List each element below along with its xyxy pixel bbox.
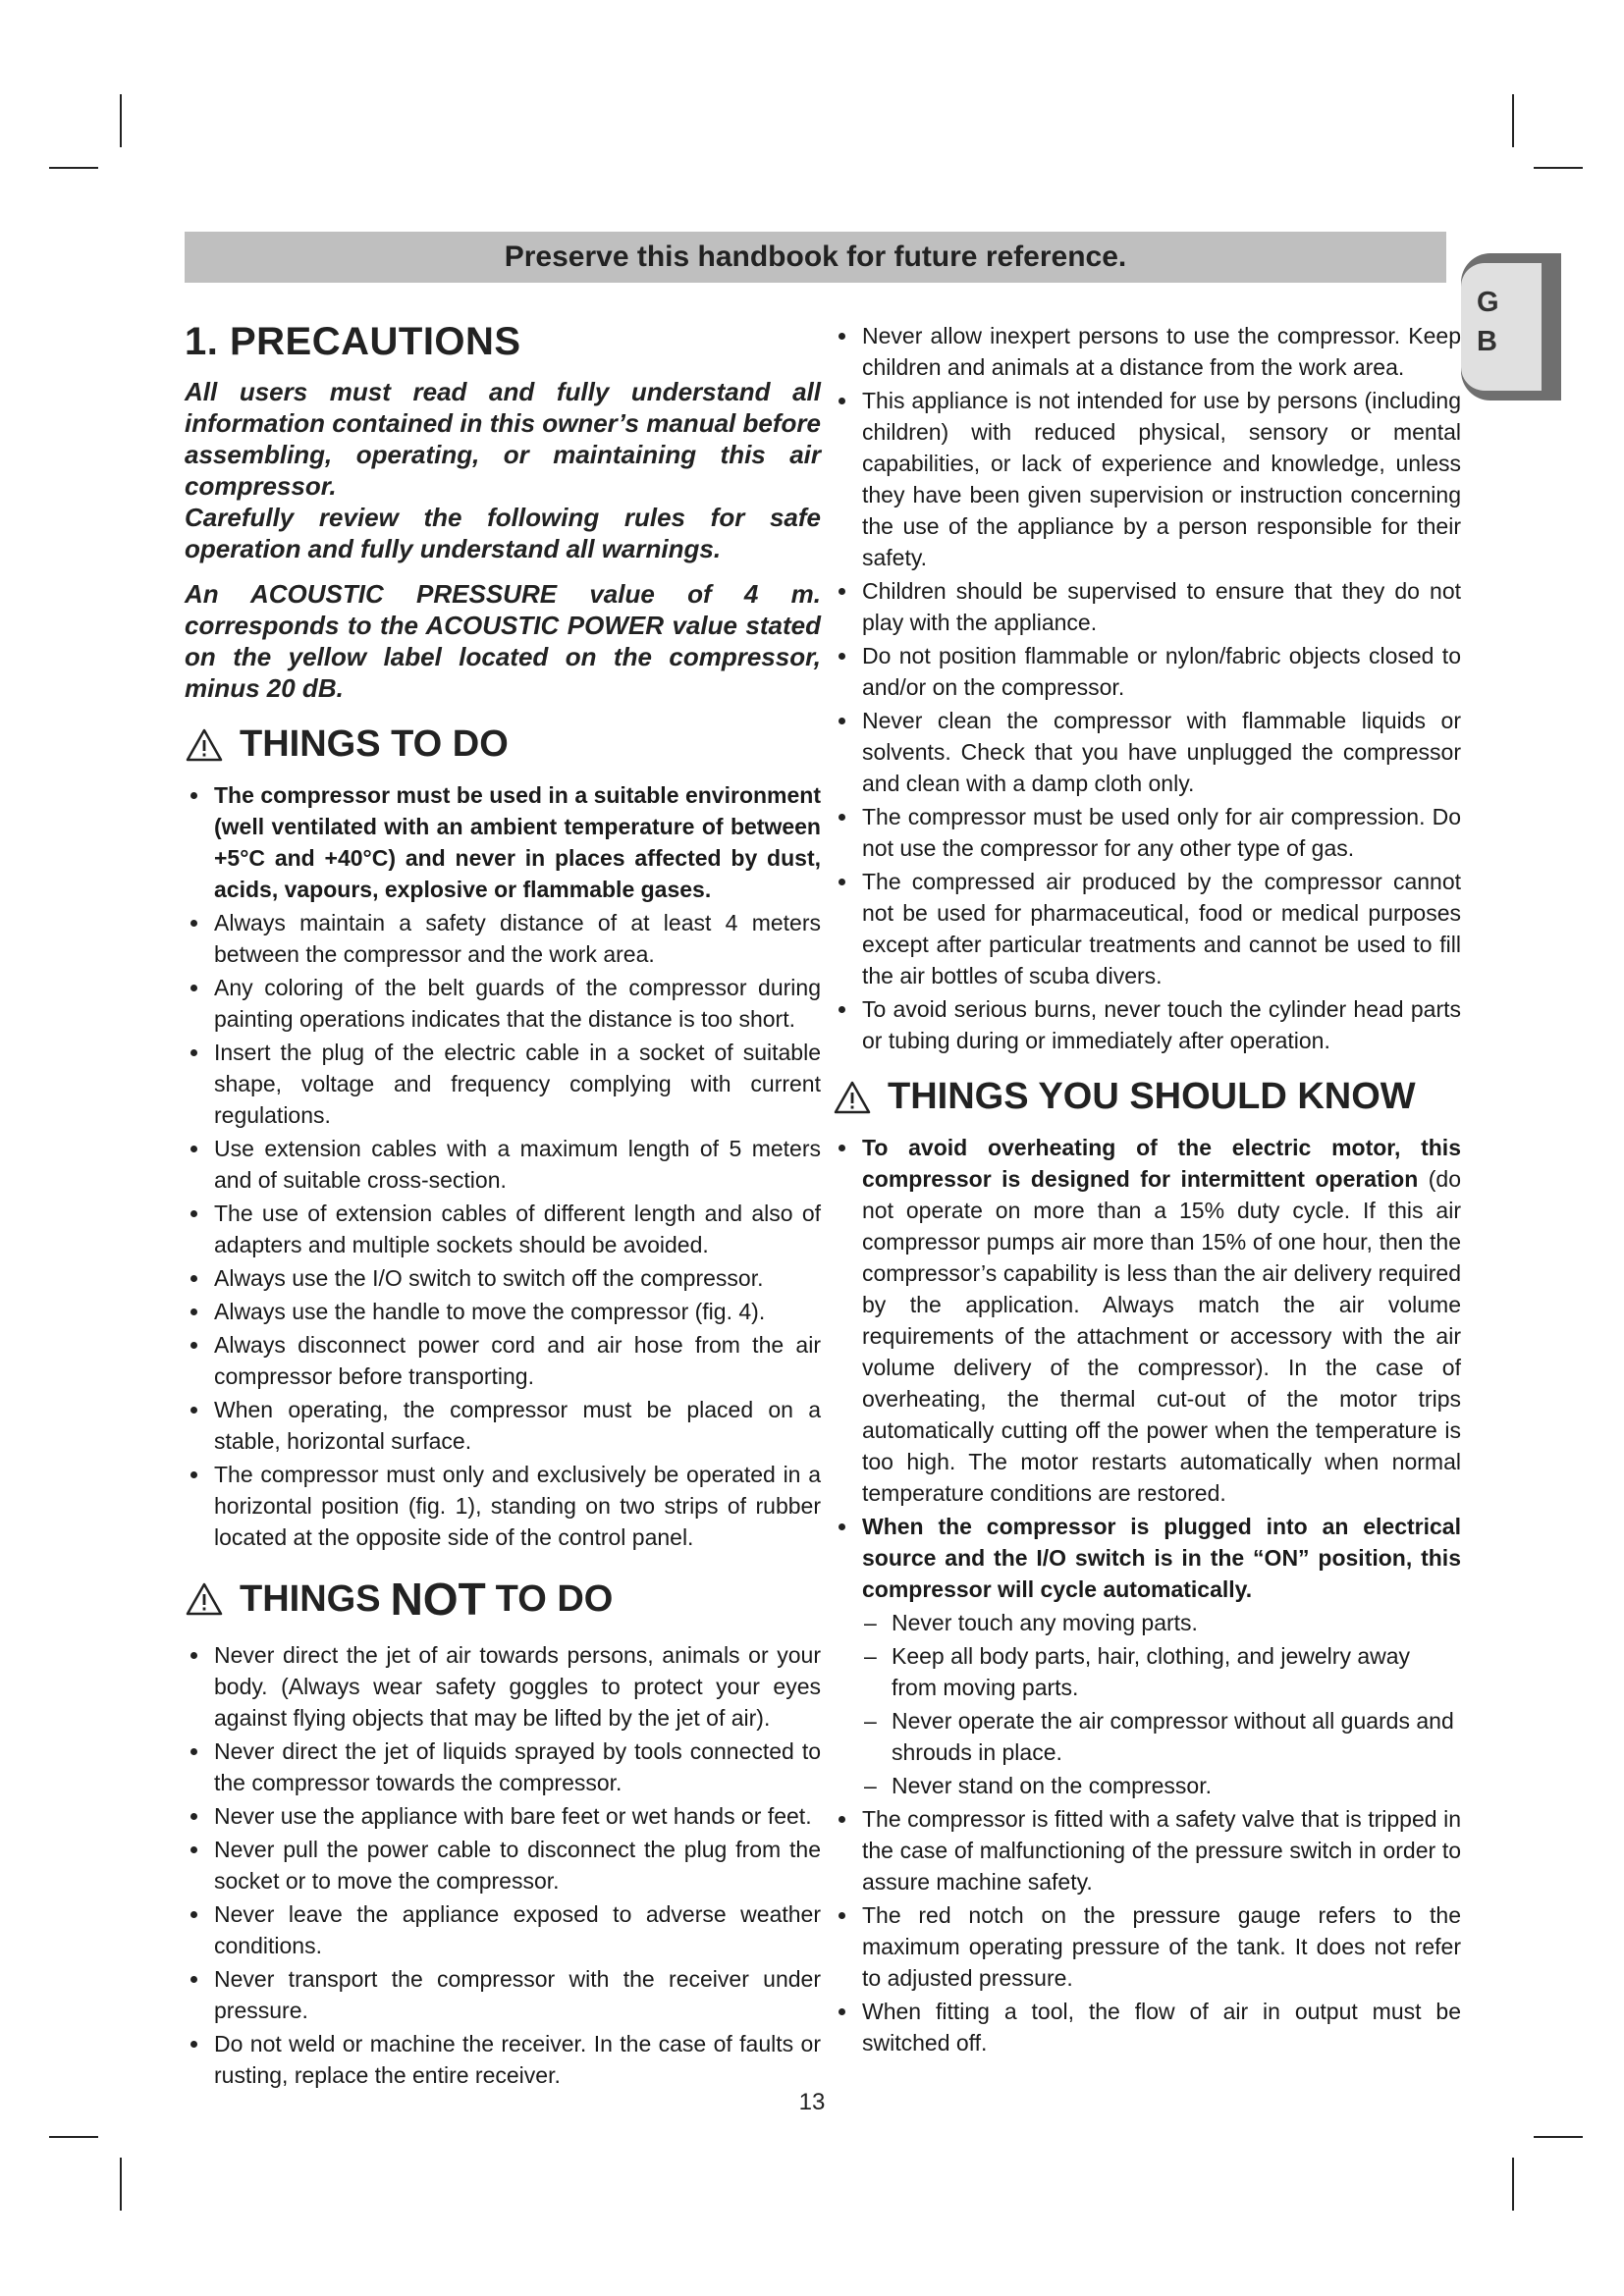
- right-column: [833, 320, 1461, 2060]
- list-item: [185, 1329, 821, 1392]
- bullet-icon: [839, 1816, 845, 1823]
- bullet-icon: [190, 1652, 197, 1659]
- list-item: [185, 1394, 821, 1457]
- list-item-text: When fitting a tool, the flow of air in output must be switched off.: [862, 1999, 1461, 2056]
- bullet-icon: [190, 1275, 197, 1282]
- things-you-should-know-list-continued: [833, 1803, 1461, 2058]
- list-item-text: The compressor must only and exclusively be operated in a horizontal position (fig. 1), standing on two strips of rubber located at the opposite side of the control panel.: [214, 1462, 821, 1550]
- crop-mark: [1512, 2158, 1514, 2211]
- bullet-icon: [190, 1976, 197, 1983]
- list-item: [185, 1735, 821, 1798]
- list-item-text: Always maintain a safety distance of at least 4 meters between the compressor and the work area.: [214, 910, 821, 967]
- list-item-text: The use of extension cables of different length and also of adapters and multiple sockets should be avoided.: [214, 1201, 821, 1257]
- list-item-text: The compressed air produced by the compressor cannot not be used for pharmaceutical, food or medical purposes except after particular treatments and cannot be used to fill the air bottles of scuba divers.: [862, 869, 1461, 988]
- things-to-do-list: [185, 779, 821, 1553]
- list-item-text: Never transport the compressor with the receiver under pressure.: [214, 1966, 821, 2023]
- bullet-icon: [839, 718, 845, 724]
- dash-icon: –: [864, 1773, 877, 1798]
- bullet-icon: [190, 1748, 197, 1755]
- list-item-text: The compressor must be used in a suitable environment (well ventilated with an ambient temperature of between +5°C and +40°C) and never in places affected by dust, acids, vapours, explosive or flammable gases.: [214, 782, 821, 902]
- dash-icon: –: [864, 1708, 877, 1734]
- things-to-do-heading: [185, 723, 821, 766]
- list-item: [833, 1511, 1461, 1605]
- list-item-text: Never clean the compressor with flammable liquids or solvents. Check that you have unplugged the compressor and clean with a damp cloth only.: [862, 708, 1461, 796]
- list-item-text: The compressor is fitted with a safety valve that is tripped in the case of malfunctioning of the pressure switch in order to assure machine safety.: [862, 1806, 1461, 1895]
- dash-icon: –: [864, 1610, 877, 1635]
- bullet-icon: [190, 2041, 197, 2048]
- list-item: [185, 1037, 821, 1131]
- things-you-should-know-heading: [833, 1076, 1461, 1118]
- bullet-icon: [839, 814, 845, 821]
- list-item: [833, 801, 1461, 864]
- bullet-icon: [839, 1006, 845, 1013]
- crop-mark: [120, 2158, 122, 2211]
- bullet-icon: [190, 1846, 197, 1853]
- crop-mark: [1534, 2136, 1583, 2138]
- bullet-icon: [190, 1471, 197, 1478]
- sublist-item-text: Keep all body parts, hair, clothing, and jewelry away from moving parts.: [892, 1643, 1411, 1700]
- list-item-text: Never direct the jet of liquids sprayed by tools connected to the compressor towards the compressor.: [214, 1738, 821, 1795]
- list-item: [833, 993, 1461, 1056]
- bullet-icon: [190, 985, 197, 991]
- list-item: [185, 1198, 821, 1260]
- intro-paragraph: Carefully review the following rules for safe operation and fully understand all warnings.: [185, 503, 821, 563]
- list-item: [185, 1639, 821, 1734]
- list-item: [185, 779, 821, 905]
- things-you-should-know-list: [833, 1132, 1461, 1605]
- things-not-to-do-list: [185, 1639, 821, 2091]
- preserve-handbook-banner: Preserve this handbook for future reference.: [185, 232, 1446, 283]
- crop-mark: [49, 167, 98, 169]
- sublist-item: [862, 1640, 1461, 1703]
- list-item: [833, 385, 1461, 573]
- things-not-to-do-list-continued: [833, 320, 1461, 1056]
- list-item-text: Never pull the power cable to disconnect the plug from the socket or to move the compressor.: [214, 1837, 821, 1894]
- list-item: [833, 1996, 1461, 2058]
- list-item-text: Children should be supervised to ensure that they do not play with the appliance.: [862, 578, 1461, 635]
- warning-triangle-icon: [833, 1080, 872, 1115]
- bullet-icon: [839, 588, 845, 595]
- bullet-icon: [190, 1308, 197, 1315]
- warning-triangle-icon: [185, 1581, 224, 1617]
- sublist-item: [862, 1705, 1461, 1768]
- heading-word-not: NOT: [390, 1574, 486, 1625]
- heading-word: THINGS: [240, 1577, 381, 1620]
- list-item-text: (do not operate on more than a 15% duty cycle. If this air compressor pumps air more than 15% of one hour, then the compressor’s capability is less than the air delivery required by the application. Always match the air volume requirements of the attachment or accessory with the air volume delivery of the compressor). In the case of overheating, the thermal cut-out of the motor trips automatically cutting off the power when the temperature is too high. The motor restarts automatically when normal temperature conditions are restored.: [862, 1166, 1461, 1506]
- list-item: [185, 1963, 821, 2026]
- list-item-text: To avoid serious burns, never touch the cylinder head parts or tubing during or immediately after operation.: [862, 996, 1461, 1053]
- list-item: [833, 1132, 1461, 1509]
- list-item-text: Always use the I/O switch to switch off the compressor.: [214, 1265, 764, 1291]
- bullet-icon: [190, 1342, 197, 1349]
- language-tab-label: [1461, 263, 1542, 391]
- list-item-text: The red notch on the pressure gauge refers to the maximum operating pressure of the tank. It does not refer to adjusted pressure.: [862, 1902, 1461, 1991]
- things-to-do-title: THINGS TO DO: [240, 723, 509, 765]
- bullet-icon: [839, 653, 845, 660]
- bullet-icon: [190, 1049, 197, 1056]
- crop-mark: [1534, 167, 1583, 169]
- crop-mark: [49, 2136, 98, 2138]
- list-item-text: When the compressor is plugged into an electrical source and the I/O switch is in the “ON” position, this compressor will cycle automatically.: [862, 1514, 1461, 1602]
- list-item: [185, 2028, 821, 2091]
- sublist-item-text: Never stand on the compressor.: [892, 1773, 1212, 1798]
- moving-parts-sublist: [833, 1607, 1461, 1801]
- bullet-icon: [839, 2008, 845, 2015]
- crop-mark: [1512, 94, 1514, 147]
- bullet-icon: [190, 1210, 197, 1217]
- list-item: [185, 1296, 821, 1327]
- sublist-item: [862, 1770, 1461, 1801]
- sublist-item-text: Never operate the air compressor without all guards and shrouds in place.: [892, 1708, 1454, 1765]
- list-item-text: Do not position flammable or nylon/fabric objects closed to and/or on the compressor.: [862, 643, 1461, 700]
- list-item: [833, 705, 1461, 799]
- bullet-icon: [839, 1523, 845, 1530]
- list-item-text: Use extension cables with a maximum length of 5 meters and of suitable cross-section.: [214, 1136, 821, 1193]
- list-item-text: When operating, the compressor must be placed on a stable, horizontal surface.: [214, 1397, 821, 1454]
- list-item-text: Always disconnect power cord and air hose from the air compressor before transporting.: [214, 1332, 821, 1389]
- list-item: [185, 1133, 821, 1196]
- left-column: [185, 320, 821, 2093]
- language-letter: B: [1477, 326, 1497, 357]
- list-item: [185, 907, 821, 970]
- bullet-icon: [839, 333, 845, 340]
- list-item: [185, 1898, 821, 1961]
- dash-icon: –: [864, 1643, 877, 1669]
- things-not-to-do-heading: [185, 1573, 821, 1626]
- things-you-should-know-title: THINGS YOU SHOULD KNOW: [888, 1076, 1416, 1117]
- sublist-item-text: Never touch any moving parts.: [892, 1610, 1198, 1635]
- list-item-text: Never allow inexpert persons to use the compressor. Keep children and animals at a distance from the work area.: [862, 323, 1461, 380]
- warning-triangle-icon: [185, 727, 224, 763]
- list-item: [185, 1262, 821, 1294]
- list-item-text: Never leave the appliance exposed to adverse weather conditions.: [214, 1901, 821, 1958]
- heading-word: TO DO: [495, 1577, 614, 1620]
- list-item: [833, 320, 1461, 383]
- list-item-text: Always use the handle to move the compressor (fig. 4).: [214, 1299, 766, 1324]
- list-item: [185, 1800, 821, 1832]
- section-heading: 1. PRECAUTIONS: [185, 320, 521, 363]
- acoustic-note: An ACOUSTIC PRESSURE value of 4 m. corresponds to the ACOUSTIC POWER value stated on the yellow label located on the compressor, minus 20 dB.: [185, 579, 821, 703]
- list-item-text: Any coloring of the belt guards of the compressor during painting operations indicates that the distance is too short.: [214, 975, 821, 1032]
- list-item: [833, 1899, 1461, 1994]
- list-item: [833, 1803, 1461, 1897]
- bullet-icon: [190, 1813, 197, 1820]
- list-item: [185, 1459, 821, 1553]
- list-item-text: Never direct the jet of air towards persons, animals or your body. (Always wear safety goggles to protect your eyes against flying objects that may be lifted by the jet of air).: [214, 1642, 821, 1731]
- list-item: [833, 866, 1461, 991]
- bullet-icon: [839, 1912, 845, 1919]
- list-item-text: Insert the plug of the electric cable in a socket of suitable shape, voltage and frequency complying with current regulations.: [214, 1040, 821, 1128]
- page-number: 13: [798, 2089, 826, 2115]
- list-item-text: Do not weld or machine the receiver. In the case of faults or rusting, replace the entire receiver.: [214, 2031, 821, 2088]
- sublist-item: [862, 1607, 1461, 1638]
- list-item: [833, 575, 1461, 638]
- bullet-icon: [190, 1407, 197, 1414]
- list-item-text: The compressor must be used only for air compression. Do not use the compressor for any other type of gas.: [862, 804, 1461, 861]
- intro-paragraph: All users must read and fully understand all information contained in this owner’s manual before assembling, operating, or maintaining this air compressor.: [185, 377, 821, 501]
- list-item-text: Never use the appliance with bare feet or wet hands or feet.: [214, 1803, 812, 1829]
- language-letter: G: [1477, 287, 1499, 318]
- bullet-icon: [839, 1145, 845, 1151]
- list-item-bold-text: To avoid overheating of the electric motor, this compressor is designed for intermittent operation: [862, 1135, 1461, 1192]
- crop-mark: [120, 94, 122, 147]
- bullet-icon: [839, 398, 845, 404]
- list-item: [185, 1834, 821, 1896]
- bullet-icon: [190, 920, 197, 927]
- bullet-icon: [190, 1911, 197, 1918]
- list-item: [185, 972, 821, 1035]
- list-item: [833, 640, 1461, 703]
- bullet-icon: [839, 879, 845, 885]
- bullet-icon: [190, 792, 197, 799]
- list-item-text: This appliance is not intended for use by persons (including children) with reduced physical, sensory or mental capabilities, or lack of experience and knowledge, unless they have been given supervision or instruction concerning the use of the appliance by a person responsible for their safety.: [862, 388, 1461, 570]
- bullet-icon: [190, 1146, 197, 1152]
